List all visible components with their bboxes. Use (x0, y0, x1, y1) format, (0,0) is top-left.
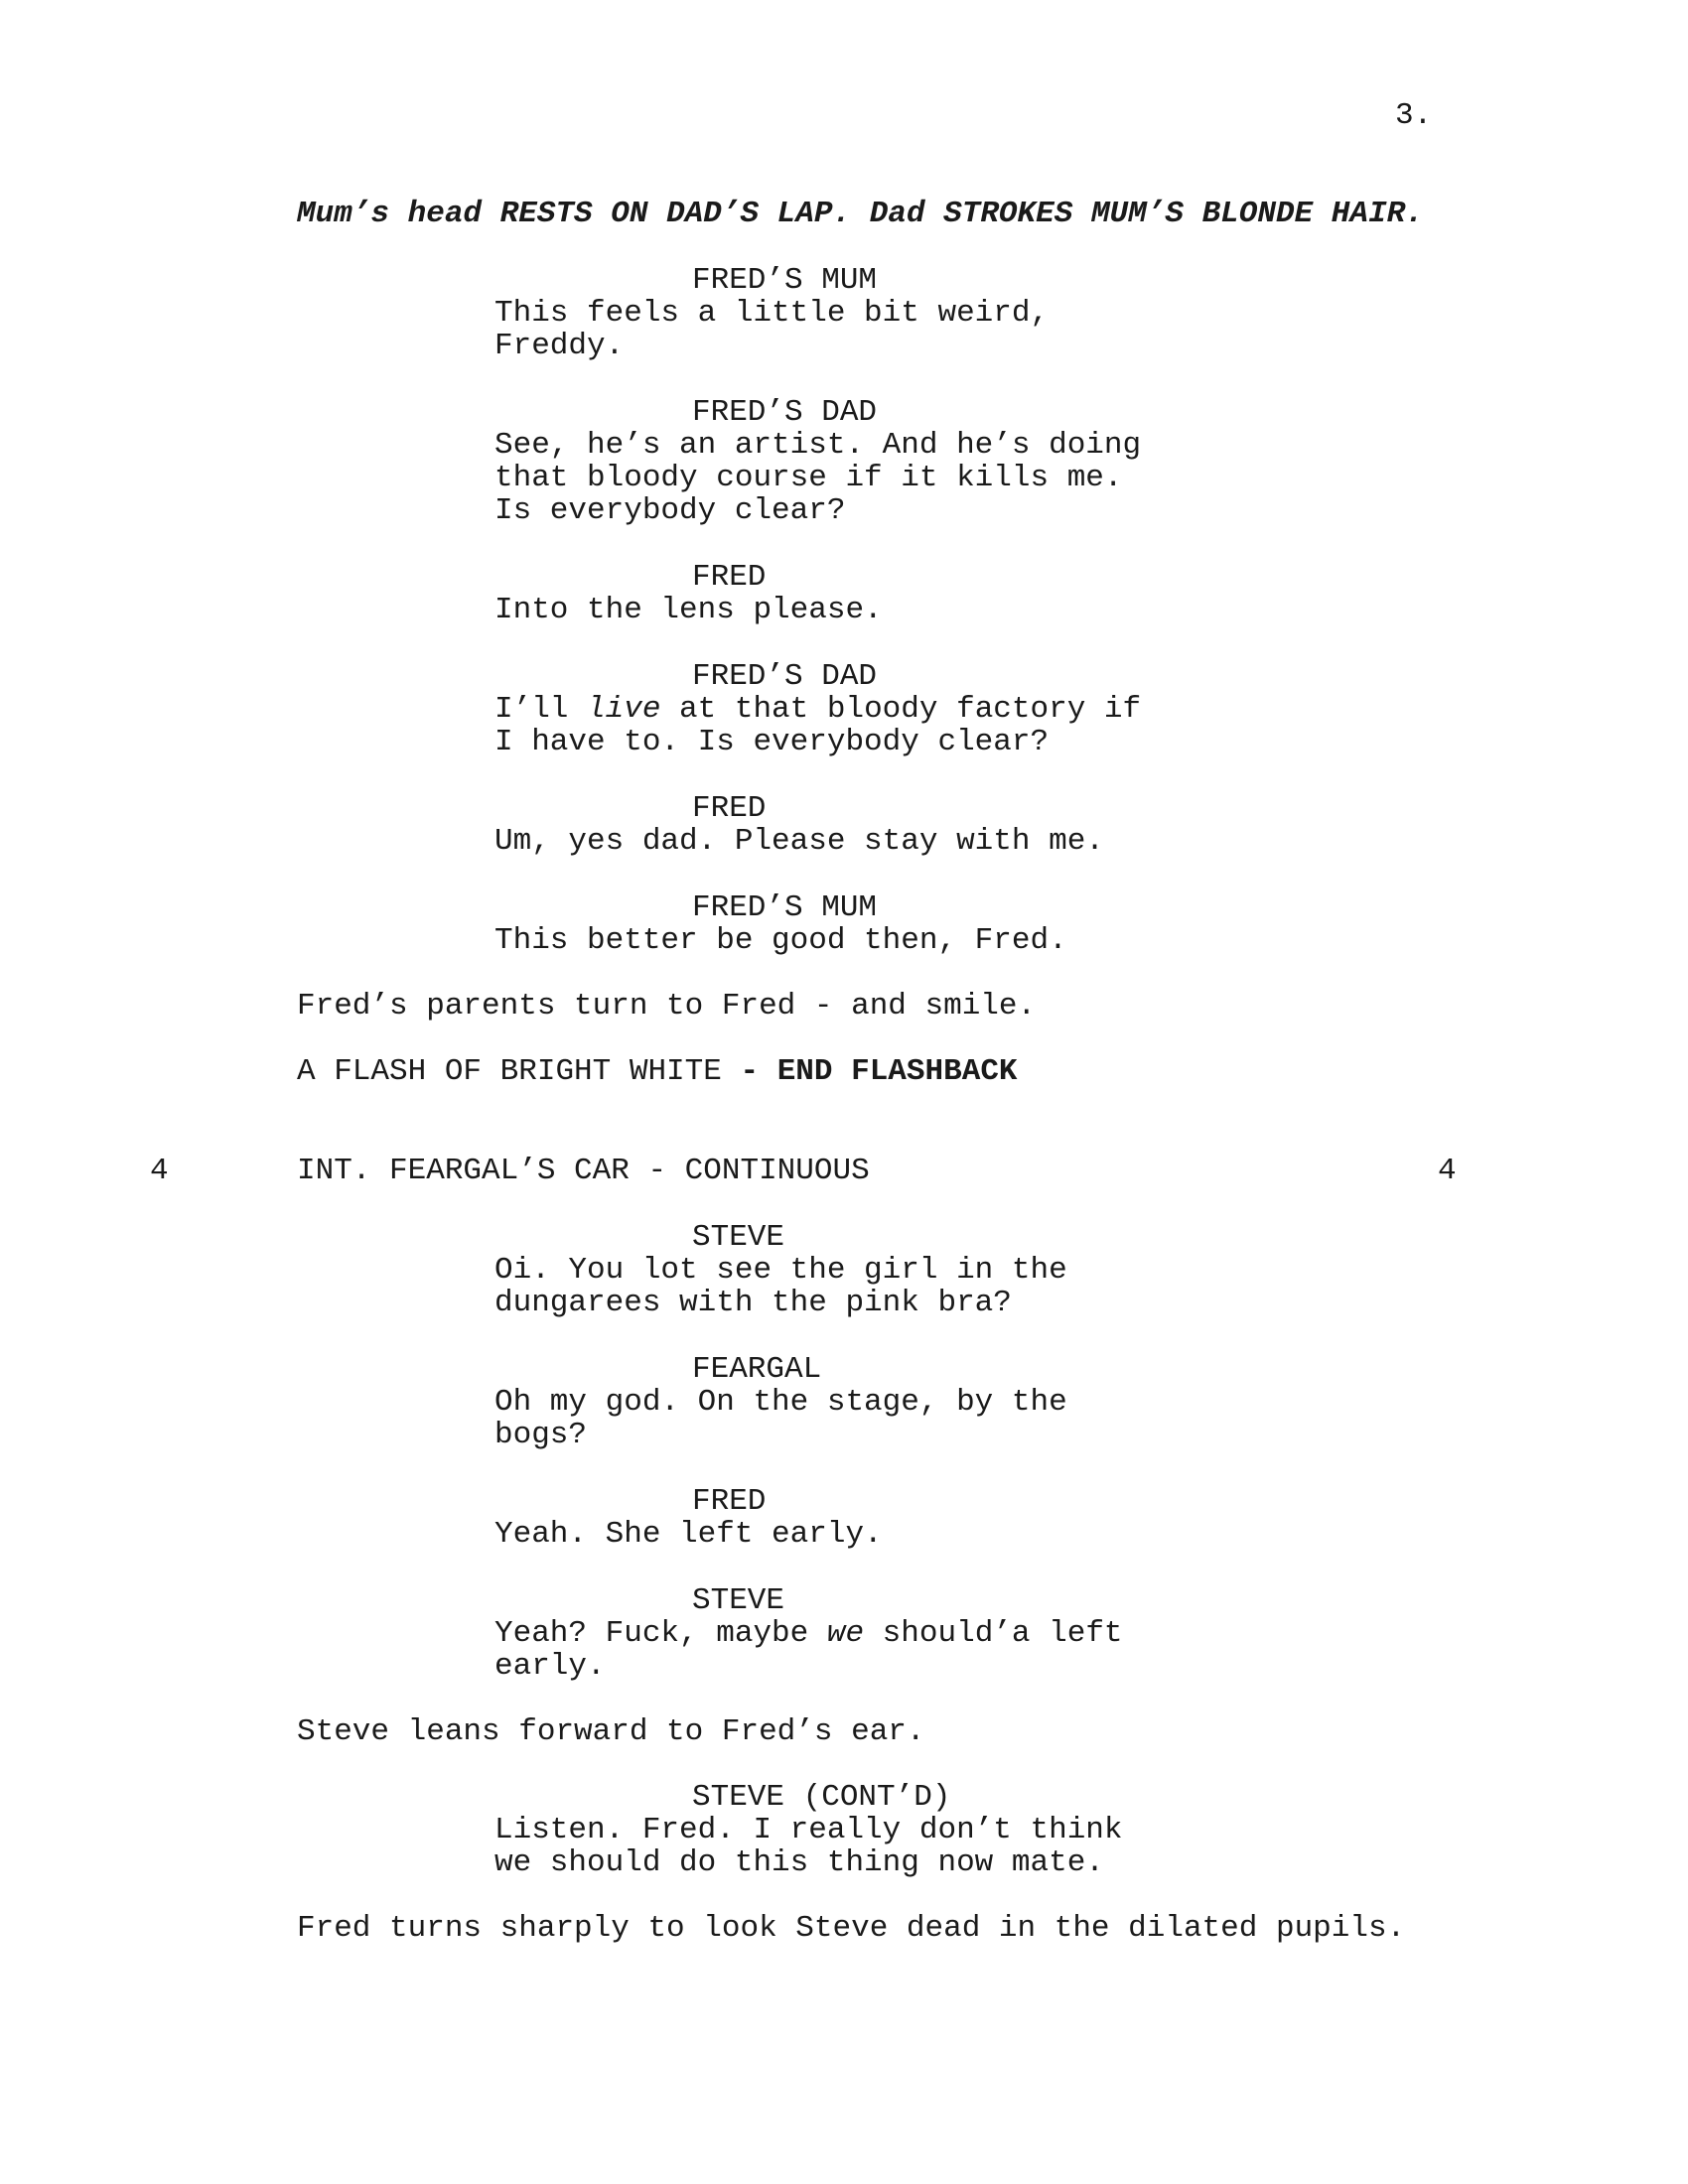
dialogue-line: This better be good then, Fred. (494, 923, 1067, 958)
dialogue-line: early. (494, 1649, 606, 1684)
dialogue-text: Yeah? Fuck, maybe (494, 1616, 827, 1651)
scene-number-left: 4 (150, 1154, 169, 1188)
dialogue-line: Oi. You lot see the girl in the (494, 1253, 1067, 1288)
action-line: Fred turns sharply to look Steve dead in the dilated pupils. (297, 1911, 1406, 1946)
character-name: FRED’S MUM (692, 890, 878, 925)
dialogue-line: bogs? (494, 1418, 588, 1452)
action-text-part: RESTS ON DAD’S LAP (499, 197, 833, 231)
scene-number-right: 4 (1438, 1154, 1457, 1188)
dialogue-line: Oh my god. On the stage, by the (494, 1385, 1067, 1420)
action-line: Steve leans forward to Fred’s ear. (297, 1714, 925, 1749)
dialogue-text: should’a left (864, 1616, 1123, 1651)
dialogue-text: at that bloody factory if (660, 692, 1142, 727)
action-text-part: STROKES MUM’S BLONDE HAIR (943, 197, 1406, 231)
scene-heading: INT. FEARGAL’S CAR - CONTINUOUS (297, 1154, 870, 1188)
character-name: FRED’S MUM (692, 263, 878, 298)
character-name: FRED (692, 791, 767, 826)
dialogue-line: Freddy. (494, 329, 625, 363)
dialogue-line: Yeah. She left early. (494, 1517, 883, 1552)
dialogue-line: Is everybody clear? (494, 493, 846, 528)
action-line: Fred’s parents turn to Fred - and smile. (297, 989, 1037, 1024)
dialogue-text: I’ll (494, 692, 588, 727)
dialogue-line (494, 1617, 1123, 1650)
action-text-part: Mum’s head (297, 197, 500, 231)
transition-text: - END FLASHBACK (740, 1054, 1018, 1089)
dialogue-line: dungarees with the pink bra? (494, 1286, 1012, 1320)
action-line (297, 1055, 1018, 1088)
dialogue-line: we should do this thing now mate. (494, 1845, 1104, 1880)
character-name: FEARGAL (692, 1352, 822, 1387)
dialogue-line: Listen. Fred. I really don’t think (494, 1813, 1123, 1847)
dialogue-line: I have to. Is everybody clear? (494, 725, 1050, 759)
dialogue-emphasis: live (587, 692, 661, 727)
character-name: STEVE (692, 1220, 785, 1255)
dialogue-line (494, 693, 1141, 726)
dialogue-line: See, he’s an artist. And he’s doing (494, 428, 1142, 463)
dialogue-emphasis: we (826, 1616, 865, 1651)
dialogue-line: that bloody course if it kills me. (494, 461, 1123, 495)
character-name: FRED’S DAD (692, 395, 878, 430)
action-text: A FLASH OF BRIGHT WHITE (297, 1054, 741, 1089)
character-name: FRED (692, 560, 767, 595)
dialogue-line: Um, yes dad. Please stay with me. (494, 824, 1104, 859)
dialogue-line: This feels a little bit weird, (494, 296, 1050, 331)
action-text-part: . Dad (832, 197, 944, 231)
page-number: 3. (1395, 98, 1433, 133)
character-name: STEVE (CONT’D) (692, 1780, 951, 1815)
action-text-part: . (1405, 197, 1424, 231)
character-name: FRED (692, 1484, 767, 1519)
dialogue-line: Into the lens please. (494, 593, 883, 627)
character-name: FRED’S DAD (692, 659, 878, 694)
character-name: STEVE (692, 1583, 785, 1618)
opening-action (297, 198, 1424, 230)
